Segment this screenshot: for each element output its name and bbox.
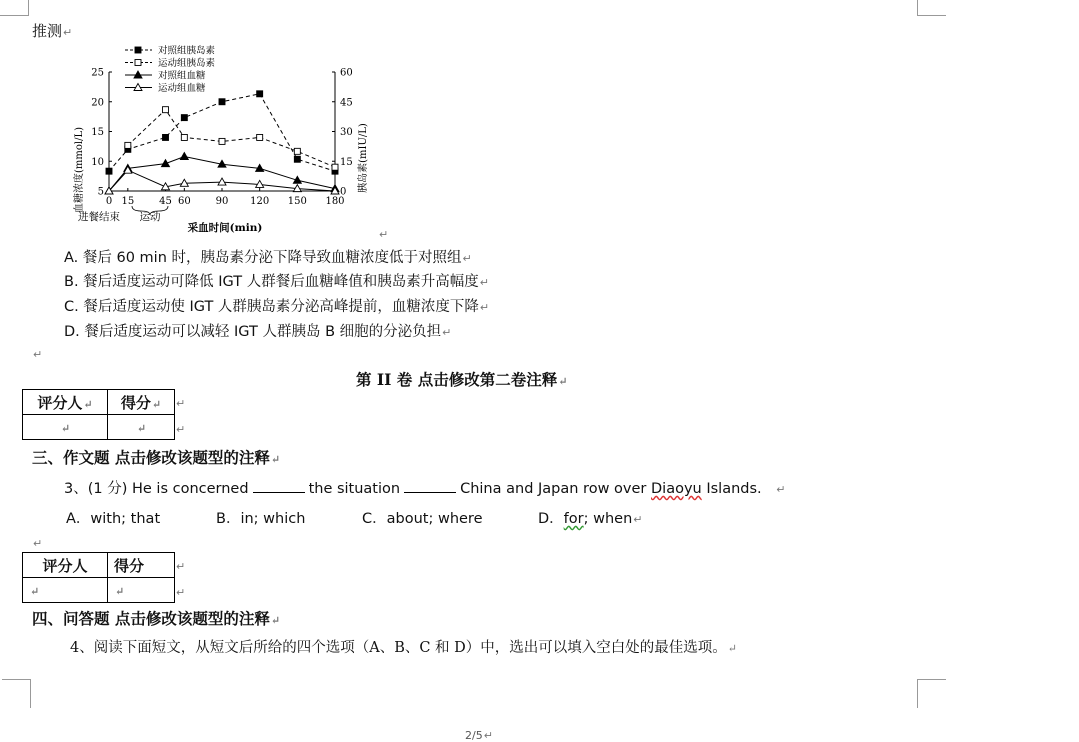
chart-tick-label-right: 45	[340, 97, 353, 109]
q3-choice-d: D．for; when↵	[538, 511, 643, 527]
option-letter: A.	[64, 250, 79, 266]
paragraph-mark: ↵	[33, 348, 43, 361]
option-c	[64, 295, 489, 316]
chart-tick-label-x: 0	[105, 196, 113, 207]
crop-mark-bottom-right	[917, 679, 946, 708]
chart-point	[257, 91, 263, 97]
option-b	[64, 270, 489, 291]
chart-tick-label-x: 180	[325, 196, 345, 207]
score-table-2	[22, 552, 175, 603]
page-number: 2/5↵	[465, 729, 493, 742]
question-text: He is concerned	[131, 481, 249, 497]
chart-tick-label-x: 15	[121, 196, 135, 207]
paragraph-mark: ↵	[479, 301, 490, 314]
reviewer-cell[interactable]: ↵	[23, 578, 108, 603]
score-cell[interactable]: ↵	[108, 415, 175, 440]
question-4	[70, 636, 737, 657]
question-4-text: 4、阅读下面短文，从短文后所给的四个选项（A、B、C 和 D）中，选出可以填入空白处的最佳选项。	[70, 640, 727, 656]
chart-tick-label-left: 25	[91, 67, 104, 79]
option-text: 餐后适度运动可降低 IGT 人群餐后血糖峰值和胰岛素升高幅度	[83, 274, 479, 290]
paragraph-mark: ↵	[462, 252, 472, 265]
q3-choice-a: A．with; that	[66, 511, 161, 527]
chart-annotation-meal-end: 进餐结束	[78, 211, 120, 223]
score-cell[interactable]: ↵	[108, 578, 175, 603]
chart-point	[163, 134, 169, 140]
question-number: 3、(1 分)	[64, 481, 128, 497]
question-text: Islands.	[706, 481, 762, 497]
chart-legend-label: 运动组血糖	[158, 83, 206, 94]
chart-point	[180, 152, 188, 159]
chart-annotation-exercise: 运动	[139, 211, 161, 223]
q3-choice-c: C．about; where	[362, 511, 483, 527]
chart-point	[219, 138, 225, 144]
section3-title	[32, 446, 280, 468]
chart-point	[106, 168, 112, 174]
chart-xlabel: 采血时间(min)	[187, 222, 263, 234]
chart-point	[218, 178, 226, 185]
page-number-text: 2/5	[465, 729, 483, 742]
paragraph-mark: ↵	[776, 483, 786, 496]
chart-tick-label-x: 45	[159, 196, 172, 207]
option-letter: B.	[64, 274, 79, 290]
reviewer-header: 评分人↵	[23, 390, 108, 415]
chart-tick-label-x: 90	[215, 196, 229, 207]
chart-point	[257, 134, 263, 140]
question-text: China and Japan row over	[460, 481, 647, 497]
header-text-label: 推测	[32, 22, 63, 40]
chart-point	[135, 47, 141, 53]
option-text: 餐后适度运动使 IGT 人群胰岛素分泌高峰提前，血糖浓度下降	[83, 299, 479, 315]
part2-title	[356, 368, 567, 390]
chart	[70, 40, 400, 240]
chart-tick-label-x: 60	[177, 196, 191, 207]
chart-tick-label-left: 5	[97, 186, 104, 198]
option-letter: D.	[64, 324, 80, 340]
chart-tick-label-x: 150	[287, 196, 307, 207]
chart-point	[181, 115, 187, 121]
paragraph-mark: ↵	[176, 397, 186, 410]
option-d	[64, 320, 451, 341]
chart-tick-label-right: 0	[340, 186, 347, 198]
chart-tick-label-left: 20	[91, 97, 104, 109]
score-header: 得分↵	[108, 390, 175, 415]
paragraph-mark: ↵	[479, 276, 489, 289]
chart-legend-label: 对照组胰岛素	[158, 45, 216, 57]
chart-point	[219, 99, 225, 105]
chart-ylabel-left: 血糖浓度(mmol/L)	[74, 127, 85, 213]
paragraph-mark: ↵	[270, 453, 281, 466]
score-header: 得分	[108, 553, 175, 578]
chart-point	[181, 134, 187, 140]
paragraph-mark: ↵	[33, 537, 43, 550]
part2-title-text: 第 II 卷 点击修改第二卷注释	[356, 370, 558, 389]
paragraph-mark: ↵	[558, 375, 568, 388]
paragraph-mark: ↵	[63, 26, 73, 39]
spellcheck-word: Diaoyu	[651, 481, 702, 497]
paragraph-mark: ↵	[176, 586, 186, 599]
chart-point	[162, 160, 170, 167]
section4-title	[32, 607, 280, 629]
score-table-1	[22, 389, 175, 440]
header-text	[32, 20, 72, 41]
paragraph-mark: ↵	[176, 423, 186, 436]
reviewer-cell[interactable]: ↵	[23, 415, 108, 440]
chart-legend-label: 运动组胰岛素	[158, 58, 216, 69]
chart-tick-label-right: 30	[340, 127, 353, 138]
chart-point	[294, 156, 300, 162]
chart-ylabel-right: 胰岛素(mIU/L)	[358, 123, 369, 193]
paragraph-mark: ↵	[270, 614, 281, 627]
section3-title-text: 三、作文题 点击修改该题型的注释	[32, 448, 270, 467]
answer-blank-1[interactable]	[253, 480, 305, 493]
crop-mark-top-left	[0, 0, 29, 16]
crop-mark-top-right	[917, 0, 946, 16]
chart-tick-label-right: 60	[340, 67, 353, 79]
q3-choice-b: B．in; which	[216, 511, 306, 527]
question-3	[64, 477, 785, 498]
crop-mark-bottom-left	[2, 679, 31, 708]
option-text: 餐后适度运动可以减轻 IGT 人群胰岛 B 细胞的分泌负担	[84, 324, 442, 340]
option-a	[64, 246, 472, 267]
question-text: the situation	[308, 481, 401, 497]
option-text: 餐后 60 min 时，胰岛素分泌下降导致血糖浓度低于对照组	[82, 250, 462, 266]
chart-point	[163, 107, 169, 113]
paragraph-mark: ↵	[176, 560, 186, 573]
section4-title-text: 四、问答题 点击修改该题型的注释	[32, 609, 270, 628]
chart-series-line-2	[128, 110, 335, 168]
reviewer-header: 评分人	[23, 553, 108, 578]
chart-tick-label-left: 10	[91, 156, 104, 168]
answer-blank-2[interactable]	[404, 480, 456, 493]
chart-point	[294, 148, 300, 154]
chart-point	[332, 164, 338, 170]
chart-tick-label-left: 15	[91, 127, 104, 138]
chart-tick-label-right: 15	[340, 156, 353, 168]
paragraph-mark: ↵	[442, 326, 452, 339]
chart-point	[125, 142, 131, 148]
chart-legend-label: 对照组血糖	[158, 70, 206, 82]
paragraph-mark: ↵	[727, 642, 738, 655]
paragraph-mark: ↵	[379, 228, 389, 241]
chart-point	[135, 60, 141, 66]
chart-tick-label-x: 120	[250, 196, 270, 207]
option-letter: C.	[64, 299, 79, 315]
